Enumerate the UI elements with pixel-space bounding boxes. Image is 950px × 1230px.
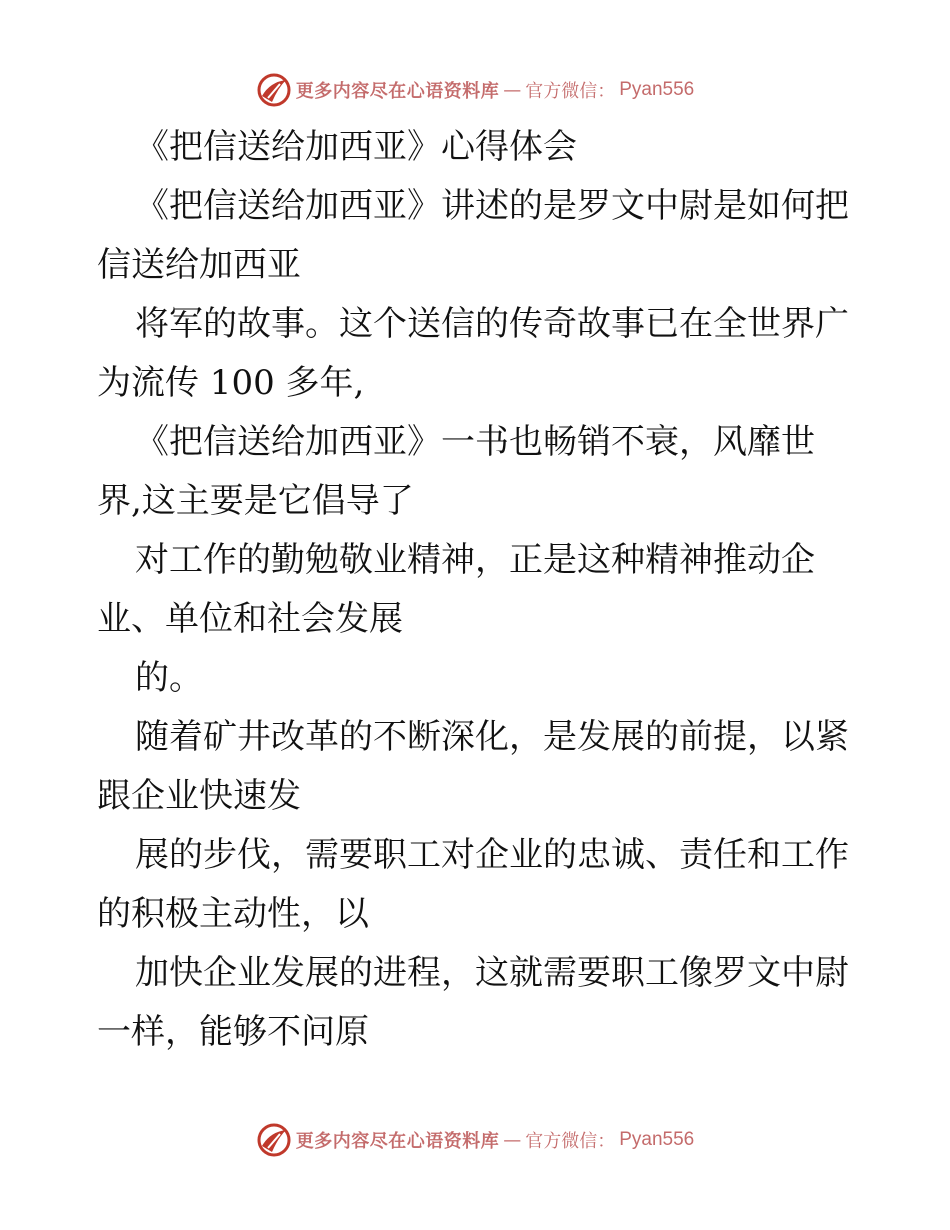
header-watermark — [0, 68, 950, 112]
banner-dash: — — [503, 1129, 522, 1151]
text-line: 为流传 100 多年, — [97, 363, 365, 403]
wechat-id: Pyan556 — [619, 1129, 695, 1150]
text-line: 界,这主要是它倡导了 — [97, 481, 414, 521]
text-line: 展的步伐，需要职工对企业的忠诚、责任和工作 — [135, 835, 849, 875]
text-line: 对工作的勤勉敬业精神，正是这种精神推动企 — [135, 540, 815, 580]
text-line: 将军的故事。这个送信的传奇故事已在全世界广 — [135, 304, 849, 344]
text-line: 《把信送给加西亚》一书也畅销不衰，风靡世 — [135, 422, 815, 462]
wechat-id: Pyan556 — [619, 79, 695, 100]
text-line: 的。 — [135, 658, 203, 698]
text-line: 随着矿井改革的不断深化，是发展的前提，以紧 — [135, 717, 849, 757]
document-title: 《把信送给加西亚》心得体会 — [135, 127, 577, 167]
site-name: 更多内容尽在心语资料库 — [295, 81, 500, 102]
text-line: 跟企业快速发 — [97, 776, 301, 816]
site-name: 更多内容尽在心语资料库 — [295, 1131, 500, 1152]
text-line: 《把信送给加西亚》讲述的是罗文中尉是如何把 — [135, 186, 849, 226]
pen-logo-icon — [256, 72, 292, 108]
text-line: 业、单位和社会发展 — [97, 599, 403, 639]
wechat-label: 官方微信： — [525, 81, 616, 102]
text-line: 的积极主动性，以 — [97, 894, 369, 934]
text-line: 信送给加西亚 — [97, 245, 301, 285]
text-line: 加快企业发展的进程，这就需要职工像罗文中尉 — [135, 953, 849, 993]
banner-dash: — — [503, 79, 522, 101]
footer-watermark — [0, 1118, 950, 1162]
document-body — [97, 118, 857, 1062]
pen-logo-icon — [256, 1122, 292, 1158]
text-line: 一样，能够不问原 — [97, 1012, 369, 1052]
wechat-label: 官方微信： — [525, 1131, 616, 1152]
